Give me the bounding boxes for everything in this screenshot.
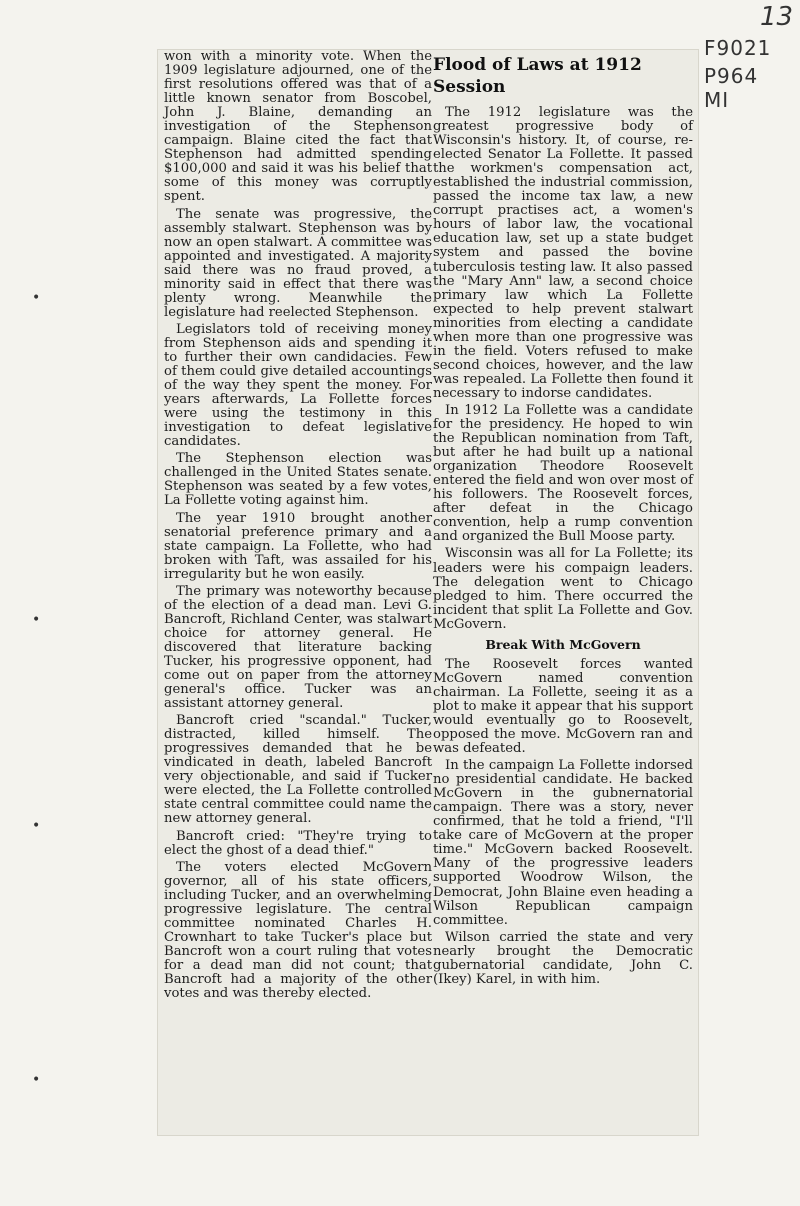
paragraph: won with a minority vote. When the 1909 legislature adjourned, one of the first resolutions offered was that of a little known senator from Boscobel, John J. Blaine, demanding an investigation of the Stephenson campaign. Blaine cited the fact that Stephenson had admitted spending $100,000 and said it was his belief that some of this money was corruptly spent. [164,49,432,205]
newspaper-clipping [158,50,698,1135]
paragraph: Wisconsin was all for La Follette; its leaders were his compaign leaders. The delegation went to Chicago pledged to him. There occurred the incident that split La Follette and Gov. McGovern. [433,546,693,632]
paragraph: Bancroft cried "scandal." Tucker, distracted, killed himself. The progressives demanded that he be vindicated in death, labeled Bancroft very objectionable, and said if Tucker were elected, the La Follette controlled state central committee could name the new attorney general. [164,713,432,827]
paragraph: The Roosevelt forces wanted McGovern named convention chairman. La Follette, seeing it as a plot to make it appear that his support would eventually go to Roosevelt, opposed the move. McGovern ran and was defeated. [433,656,693,757]
paragraph: The voters elected McGovern governor, all of his state officers, including Tucker, and an overwhelming progressive legislature. The central committee nominated Charles H. Crownhart to take Tucker's place but Bancroft won a court ruling that votes for a dead man did not count; that Bancroft had a majority of the other votes and was thereby elected. [164,859,432,1002]
paragraph: The year 1910 brought another senatorial preference primary and a state campaign. La Follette, who had broken with Taft, was assailed for his irregularity but he won easily. [164,510,432,582]
subheading: Break With McGovern [485,636,641,652]
paragraph: In 1912 La Follette was a candidate for the presidency. He hoped to win the Republican nomination from Taft, but after he had built up a national organization Theodore Roosevelt entered the field and won over most of his followers. The Roosevelt forces, after defeat in the Chicago convention, help a rump convention and organized the Bull Moose party. [433,402,693,545]
page-number: 13 [760,2,794,32]
section-headline: Flood of Laws at 1912 Session [433,55,642,97]
right-column [433,50,693,990]
binder-hole-mark: • [32,1072,41,1088]
paragraph: The senate was progressive, the assembly stalwart. Stephenson was by now an open stalwart. A committee was appointed and investigated. A majority said there was no fraud proved, a minority said in effect that there was plenty wrong. Meanwhile the legislature had reelected Stephenson. [164,206,432,320]
catalog-code: MI [704,88,730,112]
binder-hole-mark: • [32,612,41,628]
left-column [164,50,432,1004]
catalog-code: F9021 [704,36,772,60]
paragraph: Wilson carried the state and very nearly brought the Democratic gubernatorial candidate, John C. (Ikey) Karel, in with him. [433,929,693,987]
binder-hole-mark: • [32,290,41,306]
binder-hole-mark: • [32,818,41,834]
catalog-code: P964 [704,64,759,88]
paragraph: The primary was noteworthy because of the election of a dead man. Levi G. Bancroft, Richland Center, was stalwart choice for attorney general. He discovered that literature backing Tucker, his progressive opponent, had come out on paper from the attorney general's office. Tucker was an assistant attorney general. [164,583,432,712]
paragraph: Bancroft cried: "They're trying to elect the ghost of a dead thief." [164,828,432,858]
paragraph: The 1912 legislature was the greatest progressive body of Wisconsin's history. It, of course, re-elected Senator La Follette. It passed the workmen's compensation act, established the industrial commission, passed the income tax law, a new corrupt practises act, a women's hours of labor law, the vocational education law, set up a state budget system and passed the bovine tuberculosis testing law. It also passed the "Mary Ann" law, a second choice primary law which La Follette expected to help prevent stalwart minorities from electing a candidate when more than one progressive was in the field. Voters refused to make second choices, however, and the law was repealed. La Follette then found it necessary to indorse candidates. [433,105,693,401]
paragraph: Legislators told of receiving money from Stephenson aids and spending it to further their own candidacies. Few of them could give detailed accountings of the way they spent the money. For years afterwards, La Follette forces were using the testimony in this investigation to defeat legislative candidates. [164,321,432,450]
paragraph: The Stephenson election was challenged in the United States senate. Stephenson was seated by a few votes, La Follette voting against him. [164,451,432,509]
paragraph: In the campaign La Follette indorsed no presidential candidate. He backed McGovern in the gubnernatorial campaign. There was a story, never confirmed, that he told a friend, "I'll take care of McGovern at the proper time." McGovern backed Roosevelt. Many of the progressive leaders supported Woodrow Wilson, the Democrat, John Blaine even heading a Wilson Republican campaign committee. [433,758,693,928]
